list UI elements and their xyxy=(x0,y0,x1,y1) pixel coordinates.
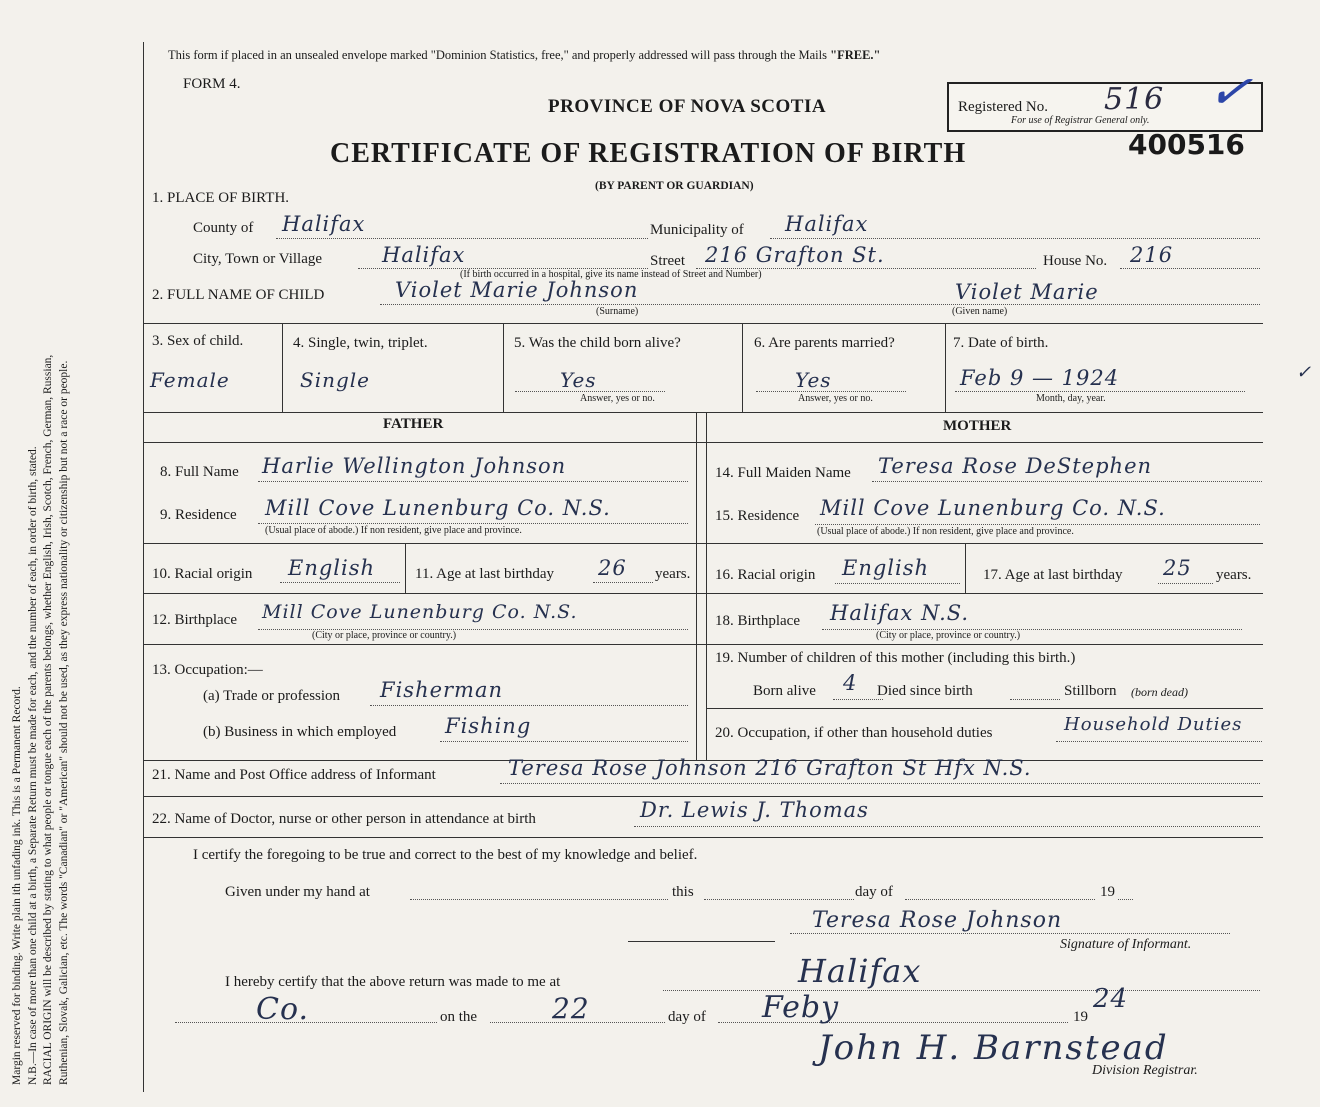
mother-occupation-value: Household Duties xyxy=(1064,714,1243,735)
given-under-hand-label: Given under my hand at xyxy=(225,884,370,900)
municipality-label: Municipality of xyxy=(650,222,744,238)
sex-label: 3. Sex of child. xyxy=(152,333,244,349)
margin-line-4: Ruthenian, Slovak, Galician, etc. The words "Canadian" or "American" should not be used, as they express nationality or citizenship but not a race or people. xyxy=(57,360,70,1085)
city-value: Halifax xyxy=(382,243,466,267)
registrar-statement: I hereby certify that the above return was made to me at xyxy=(225,974,561,990)
street-value: 216 Grafton St. xyxy=(705,243,885,267)
stamp-number: 400516 xyxy=(1128,128,1245,161)
day-of-label: day of xyxy=(855,884,893,900)
margin-line-2: N.B.—In case of more than one child at a birth, a Separate Return must be made for each, and the number of each, in order of birth, stated. xyxy=(26,446,39,1085)
mother-residence-label: 15. Residence xyxy=(715,508,800,524)
father-racial-value: English xyxy=(288,556,376,580)
father-name-value: Harlie Wellington Johnson xyxy=(262,454,567,478)
born-alive-count-label: Born alive xyxy=(753,683,816,699)
registrar-place-continued: Co. xyxy=(256,992,310,1027)
father-business-value: Fishing xyxy=(445,714,532,738)
mother-years-label: years. xyxy=(1216,567,1252,583)
parents-married-label: 6. Are parents married? xyxy=(754,335,895,351)
mother-heading: MOTHER xyxy=(943,418,1012,434)
certificate-title: CERTIFICATE OF REGISTRATION OF BIRTH xyxy=(330,138,967,169)
mother-children-label: 19. Number of children of this mother (including this birth.) xyxy=(715,650,1076,666)
doctor-value: Dr. Lewis J. Thomas xyxy=(640,798,869,822)
father-residence-label: 9. Residence xyxy=(160,507,237,523)
stillborn-caption: (born dead) xyxy=(1131,685,1188,699)
registration-month-value: Feby xyxy=(762,990,840,1025)
father-trade-label: (a) Trade or profession xyxy=(203,688,341,704)
plurality-value: Single xyxy=(300,368,371,392)
father-business-label: (b) Business in which employed xyxy=(203,724,397,740)
binding-margin-notes xyxy=(10,25,72,1085)
mother-birthplace-value: Halifax N.S. xyxy=(830,601,970,625)
margin-line-3: RACIAL ORIGIN will be described by stating to what people or tongue each of the parents belongs, whether English, Irish, Scotch, French, German, Russian, xyxy=(42,354,54,1085)
given-name-caption: (Given name) xyxy=(952,306,1008,317)
certify-statement: I certify the foregoing to be true and correct to the best of my knowledge and belief. xyxy=(193,847,698,863)
county-value: Halifax xyxy=(282,212,366,236)
date-of-birth-label: 7. Date of birth. xyxy=(953,335,1049,351)
child-given-name-value: Violet Marie xyxy=(955,280,1099,304)
registrar-signature-caption: Division Registrar. xyxy=(1092,1063,1198,1078)
registered-value: 516 xyxy=(1104,82,1165,117)
place-of-birth-heading: 1. PLACE OF BIRTH. xyxy=(152,190,290,206)
mother-name-label: 14. Full Maiden Name xyxy=(715,465,851,481)
mother-birthplace-label: 18. Birthplace xyxy=(715,613,800,629)
surname-caption: (Surname) xyxy=(596,306,639,317)
plurality-label: 4. Single, twin, triplet. xyxy=(293,335,428,351)
registrar-use-note: For use of Registrar General only. xyxy=(1011,115,1150,126)
mother-birthplace-caption: (City or place, province or country.) xyxy=(876,630,1021,641)
father-heading: FATHER xyxy=(383,416,444,432)
born-alive-value: Yes xyxy=(560,368,597,392)
certificate-subtitle: (BY PARENT OR GUARDIAN) xyxy=(595,180,754,192)
father-birthplace-value: Mill Cove Lunenburg Co. N.S. xyxy=(262,601,578,623)
date-of-birth-value: Feb 9 — 1924 xyxy=(960,366,1120,390)
blue-check-mark: ✓ xyxy=(1204,59,1257,125)
mother-name-value: Teresa Rose DeStephen xyxy=(878,454,1153,478)
informant-signature: Teresa Rose Johnson xyxy=(812,908,1063,933)
hospital-note: (If birth occurred in a hospital, give its name instead of Street and Number) xyxy=(460,269,762,280)
house-number-value: 216 xyxy=(1130,243,1174,267)
county-label: County of xyxy=(193,220,254,236)
corner-tick: ✓ xyxy=(1296,362,1313,383)
date-of-birth-caption: Month, day, year. xyxy=(1036,393,1106,404)
registration-year-value: 24 xyxy=(1093,984,1129,1014)
mother-residence-caption: (Usual place of abode.) If non resident, give place and province. xyxy=(817,526,1074,537)
mother-racial-value: English xyxy=(842,556,930,580)
mother-age-label: 17. Age at last birthday xyxy=(983,567,1123,583)
registered-label: Registered No. xyxy=(958,99,1048,115)
parents-married-value: Yes xyxy=(795,368,832,392)
born-alive-label: 5. Was the child born alive? xyxy=(514,335,681,351)
registrar-signature: John H. Barnstead xyxy=(818,1028,1169,1068)
father-name-label: 8. Full Name xyxy=(160,464,239,480)
father-age-value: 26 xyxy=(598,556,627,580)
informant-value: Teresa Rose Johnson 216 Grafton St Hfx N.S. xyxy=(508,756,1032,780)
province-heading: PROVINCE OF NOVA SCOTIA xyxy=(548,96,827,117)
father-birthplace-label: 12. Birthplace xyxy=(152,612,237,628)
father-residence-value: Mill Cove Lunenburg Co. N.S. xyxy=(265,496,611,520)
this-label: this xyxy=(672,884,694,900)
father-occupation-label: 13. Occupation:— xyxy=(152,662,263,678)
binding-border xyxy=(143,42,144,1092)
city-label: City, Town or Village xyxy=(193,251,323,267)
born-alive-count-value: 4 xyxy=(843,671,858,695)
street-label: Street xyxy=(650,253,685,269)
child-name-label: 2. FULL NAME OF CHILD xyxy=(152,287,325,303)
father-trade-value: Fisherman xyxy=(380,678,504,702)
mail-notice-text: This form if placed in an unsealed envelope marked "Dominion Statistics, free," and properly addressed will pass through the Mails xyxy=(168,48,827,62)
registrar-place: Halifax xyxy=(798,952,922,990)
father-years-label: years. xyxy=(655,566,691,582)
father-birthplace-caption: (City or place, province or country.) xyxy=(312,630,457,641)
died-since-birth-label: Died since birth xyxy=(877,683,973,699)
mother-racial-label: 16. Racial origin xyxy=(715,567,816,583)
informant-signature-caption: Signature of Informant. xyxy=(1060,937,1192,952)
sex-value: Female xyxy=(150,368,230,392)
mail-notice-free: "FREE." xyxy=(830,48,881,62)
father-residence-caption: (Usual place of abode.) If non resident, give place and province. xyxy=(265,525,522,536)
house-number-label: House No. xyxy=(1043,253,1108,269)
registration-day-value: 22 xyxy=(552,992,590,1025)
year-prefix: 19 xyxy=(1100,884,1115,900)
form-number: FORM 4. xyxy=(183,76,241,92)
on-the-label: on the xyxy=(440,1009,478,1025)
municipality-value: Halifax xyxy=(785,212,869,236)
mother-age-value: 25 xyxy=(1163,556,1192,580)
margin-line-1: Margin reserved for binding. Write plain ith unfading ink. This is a Permanent Record. xyxy=(11,686,23,1085)
born-alive-caption: Answer, yes or no. xyxy=(580,393,655,404)
father-age-label: 11. Age at last birthday xyxy=(415,566,554,582)
father-racial-label: 10. Racial origin xyxy=(152,566,253,582)
day-of-label-2: day of xyxy=(668,1009,706,1025)
stillborn-label: Stillborn xyxy=(1064,683,1117,699)
informant-label: 21. Name and Post Office address of Informant xyxy=(152,767,436,783)
child-surname-value: Violet Marie Johnson xyxy=(395,278,639,302)
parents-married-caption: Answer, yes or no. xyxy=(798,393,873,404)
mail-notice xyxy=(168,48,880,63)
mother-occupation-label: 20. Occupation, if other than household duties xyxy=(715,725,993,741)
doctor-label: 22. Name of Doctor, nurse or other person in attendance at birth xyxy=(152,811,536,827)
year-prefix-2: 19 xyxy=(1073,1009,1088,1025)
mother-residence-value: Mill Cove Lunenburg Co. N.S. xyxy=(820,496,1166,520)
